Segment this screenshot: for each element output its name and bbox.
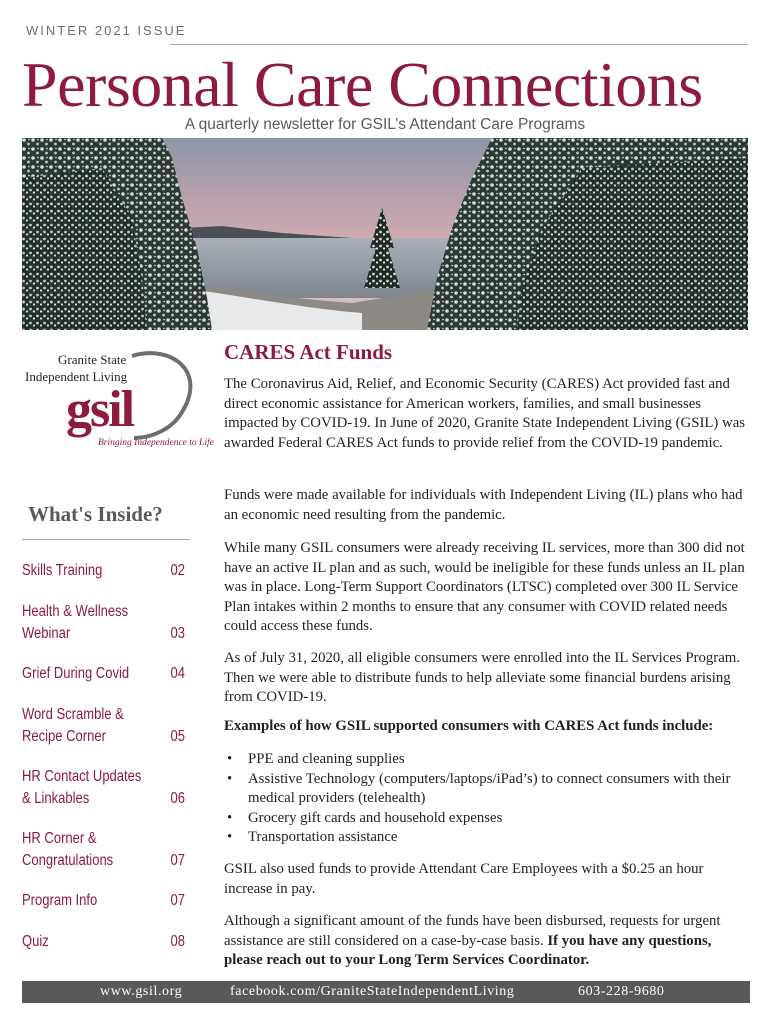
closing-bold-text: If you have any questions, please reach out to your Long Term Services Coordinator. (224, 932, 712, 968)
toc-item-label: HR Corner & Congratulations (22, 830, 114, 869)
article-heading: CARES Act Funds (224, 340, 393, 364)
logo-slogan: Bringing Independence to Life (98, 438, 214, 448)
examples-list (224, 750, 746, 848)
list-item (224, 750, 746, 770)
logo-mark: gsil (66, 381, 134, 438)
article-paragraph (224, 912, 746, 971)
logo-swoosh (132, 353, 190, 438)
logo-line2: Independent Living (25, 369, 128, 384)
toc-item-label: Word Scramble & Recipe Corner (22, 706, 124, 745)
toc-item-label: Skills Training (22, 562, 103, 579)
toc-item-label: HR Contact Updates & Linkables (22, 768, 142, 807)
newsletter-title: Personal Care Connections (22, 49, 703, 120)
toc-item-label: Quiz (22, 933, 49, 950)
footer-facebook-link[interactable]: facebook.com/GraniteStateIndependentLiving (230, 984, 515, 999)
winter-landscape-photo (22, 138, 748, 330)
bullet-icon: • (227, 829, 233, 845)
toc-item-page: 04 (170, 665, 185, 682)
list-item-text: Assistive Technology (computers/laptops/iPad’s) to connect consumers with their medical providers (telehealth) (248, 770, 731, 806)
toc-item-page: 06 (170, 790, 185, 807)
article-paragraph: Funds were made available for individuals with Independent Living (IL) plans who had an economic need resulting from the pandemic. (224, 487, 743, 523)
toc-item-label: Grief During Covid (22, 665, 130, 682)
footer-phone[interactable]: 603-228-9680 (578, 984, 665, 999)
toc-item-page: 07 (170, 852, 185, 869)
list-item-text: Transportation assistance (248, 829, 398, 845)
closing-text: Although a significant amount of the funds have been disbursed, requests for urgent assistance are still considered on a case-by-case basis. (224, 913, 721, 949)
examples-heading: Examples of how GSIL supported consumers with CARES Act funds include: (224, 718, 714, 734)
article-paragraph: As of July 31, 2020, all eligible consumers were enrolled into the IL Services Program. Then we were able to distribute funds to help alleviate some financial burdens arising from COVID-19. (224, 650, 740, 705)
bullet-icon: • (227, 770, 233, 787)
toc-item-label: Program Info (22, 892, 98, 909)
toc-item-page: 02 (170, 562, 185, 579)
footer-website-link[interactable]: www.gsil.org (100, 984, 183, 999)
list-item-text: PPE and cleaning supplies (248, 751, 405, 767)
cares-act-article (224, 336, 750, 968)
bullet-icon: • (227, 751, 233, 767)
list-item (224, 770, 746, 809)
whats-inside-rule (22, 539, 190, 540)
list-item (224, 828, 746, 848)
gsil-logo (22, 342, 214, 452)
article-paragraph: The Coronavirus Aid, Relief, and Economic Security (CARES) Act provided fast and direct economic assistance for American workers, families, and small businesses impacted by COVID-19. In June of 2020, Granite State Independent Living (GSIL) was awarded Federal CARES Act funds to provide relief from the COVID-19 pandemic. (224, 376, 746, 451)
toc-item-page: 07 (170, 892, 185, 909)
issue-label: WINTER 2021 ISSUE (26, 23, 187, 38)
whats-inside-title: What's Inside? (28, 502, 163, 526)
list-item (224, 809, 746, 829)
article-paragraph: While many GSIL consumers were already receiving IL services, more than 300 did not have an active IL plan and as such, would be ineligible for these funds unless an IL plan was in place. Long-Term Support Coordinators (LTSC) completed over 300 IL Service Plan intakes within 2 months to ensure that any consumer with COVID related needs could access these funds. (224, 540, 745, 634)
logo-line1: Granite State (58, 352, 127, 367)
toc-item-page: 08 (170, 933, 185, 950)
toc-item-page: 05 (170, 728, 185, 745)
tagline: A quarterly newsletter for GSIL’s Attendant Care Programs (184, 116, 586, 133)
footer-bar (22, 981, 750, 1003)
toc-item-label: Health & Wellness Webinar (22, 603, 129, 642)
list-item-text: Grocery gift cards and household expenses (248, 809, 503, 826)
toc-item-page: 03 (170, 625, 185, 642)
bullet-icon: • (227, 809, 233, 826)
article-paragraph: GSIL also used funds to provide Attendant Care Employees with a $0.25 an hour increase in pay. (224, 861, 704, 897)
